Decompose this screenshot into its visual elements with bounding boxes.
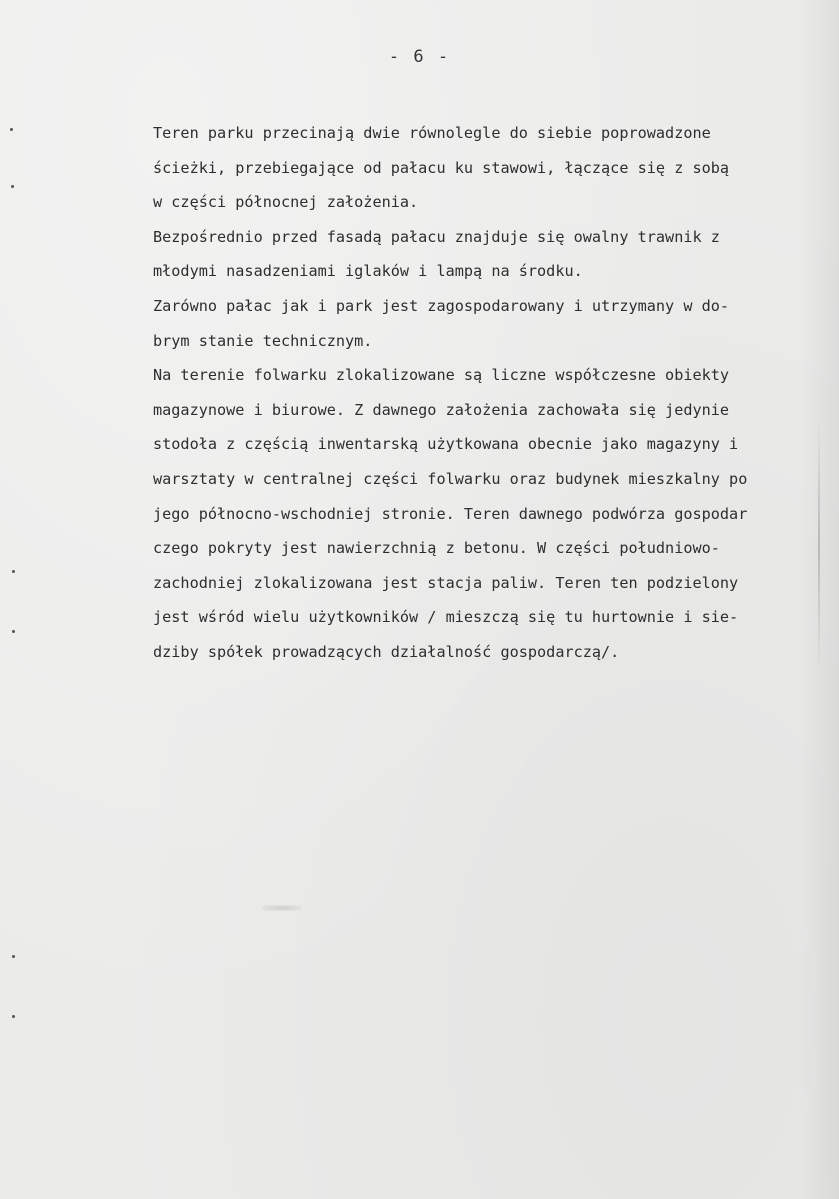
text-line: Teren parku przecinają dwie równolegle do siebie poprowadzone <box>153 124 711 142</box>
margin-dot <box>11 185 14 188</box>
text-line: warsztaty w centralnej części folwarku oraz budynek mieszkalny po <box>153 469 748 488</box>
margin-dot <box>12 955 15 958</box>
text-line: czego pokryty jest nawierzchnią z betonu. W części południowo- <box>153 539 720 558</box>
text-line: Bezpośrednio przed fasadą pałacu znajduje się owalny trawnik z <box>153 227 720 246</box>
text-line: zachodniej zlokalizowana jest stacja paliw. Teren ten podzielony <box>153 573 739 592</box>
margin-dot <box>10 128 13 131</box>
text-line: młodymi nasadzeniami iglaków i lampą na środku. <box>153 262 583 281</box>
text-line: ścieżki, przebiegające od pałacu ku stawowi, łączące się z sobą <box>153 158 730 177</box>
text-line: jego północno-wschodniej stronie. Teren dawnego podwórza gospodar <box>153 504 748 523</box>
text-line: Zarówno pałac jak i park jest zagospodarowany i utrzymany w do- <box>153 296 730 315</box>
text-line: jest wśród wielu użytkowników / mieszczą się tu hurtownie i sie- <box>153 608 739 627</box>
page-number: - 6 - <box>388 47 451 67</box>
text-line: w części północnej założenia. <box>153 193 419 212</box>
scan-smudge <box>262 905 302 911</box>
text-line: Na terenie folwarku zlokalizowane są liczne współczesne obiekty <box>153 366 730 385</box>
text-line: dziby spółek prowadzących działalność gospodarczą/. <box>153 642 620 661</box>
margin-dot <box>12 1015 15 1018</box>
margin-dot <box>12 630 15 633</box>
text-line: brym stanie technicznym. <box>153 331 373 350</box>
text-line: magazynowe i biurowe. Z dawnego założenia zachowała się jedynie <box>153 400 730 419</box>
margin-dot <box>12 570 15 573</box>
scan-artifact-bar <box>818 420 820 670</box>
body-text <box>153 116 803 670</box>
text-line: stodoła z częścią inwentarską użytkowana obecnie jako magazyny i <box>153 435 739 454</box>
